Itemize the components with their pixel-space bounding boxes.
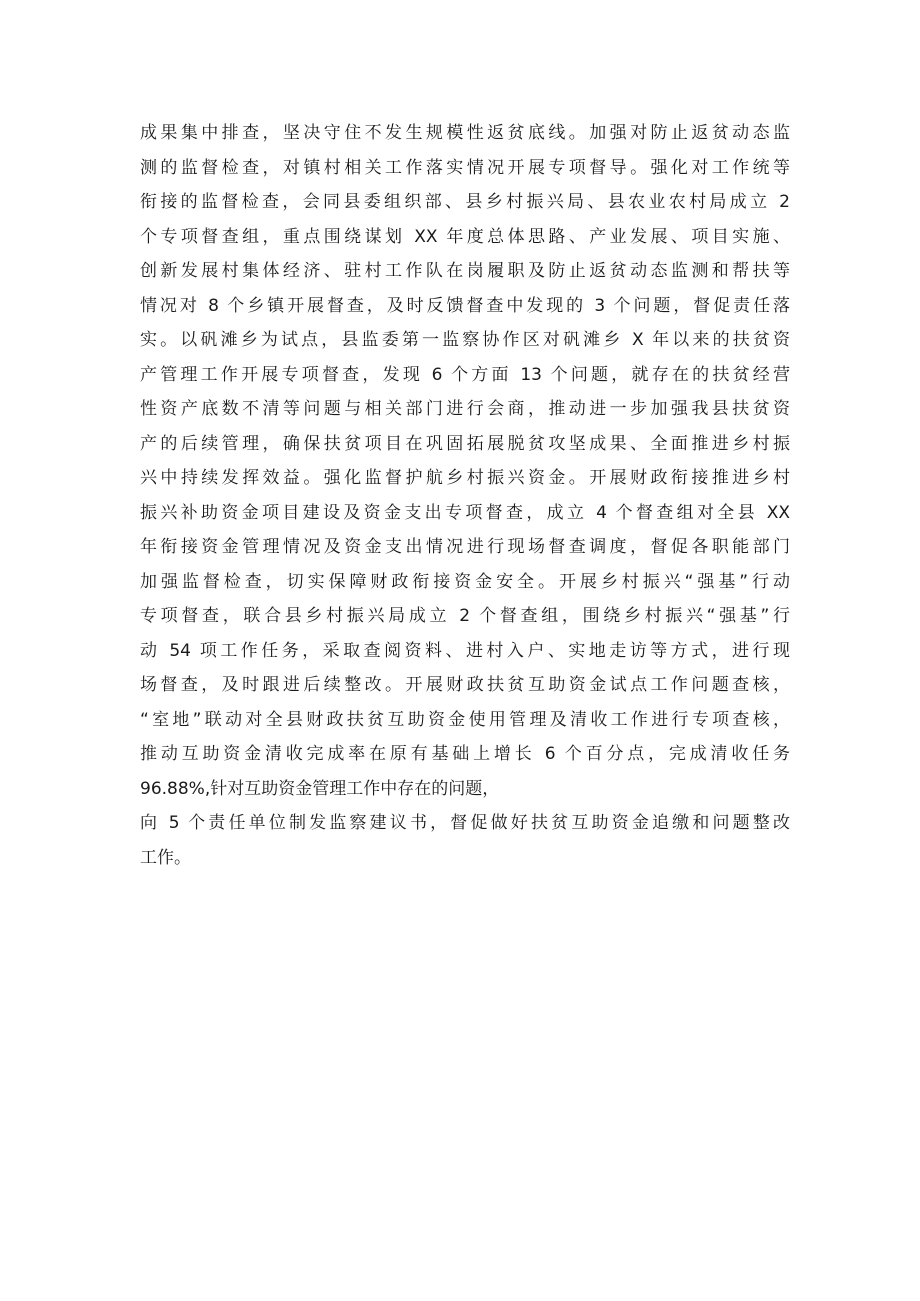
text-line-2: 测的监督检查，对镇村相关工作落实情况开展专项督导。强化对工作统等	[140, 157, 790, 178]
text-line-8: 产管理工作开展专项督查，发现 6 个方面 13 个问题，就存在的扶贫经营	[140, 364, 790, 385]
text-line-5: 创新发展村集体经济、驻村工作队在岗履职及防止返贫动态监测和帮扶等	[140, 261, 790, 281]
text-line-13: 年衔接资金管理情况及资金支出情况进行现场督查调度，督促各职能部门	[140, 537, 790, 557]
text-line-7: 实。以矾滩乡为试点，县监委第一监察协作区对矾滩乡 X 年以来的扶贫资	[140, 330, 790, 350]
text-line-3: 衔接的监督检查，会同县委组织部、县乡村振兴局、县农业农村局成立 2	[140, 192, 790, 212]
text-line-14: 加强监督检查，切实保障财政衔接资金安全。开展乡村振兴“强基”行动	[140, 571, 790, 592]
text-line-6: 情况对 8 个乡镇开展督查，及时反馈督查中发现的 3 个问题，督促责任落	[140, 295, 790, 316]
text-line-12: 振兴补助资金项目建设及资金支出专项督查，成立 4 个督查组对全县 XX	[140, 502, 790, 523]
text-line-21: 向 5 个责任单位制发监察建议书，督促做好扶贫互助资金追缴和问题整改	[140, 813, 790, 833]
text-line-1: 成果集中排查，坚决守住不发生规模性返贫底线。加强对防止返贫动态监	[140, 123, 790, 143]
text-line-18: “室地”联动对全县财政扶贫互助资金使用管理及清收工作进行专项查核，	[140, 709, 790, 730]
text-line-4: 个专项督查组，重点围绕谋划 XX 年度总体思路、产业发展、项目实施、	[140, 226, 790, 247]
text-line-20: 96.88%,针对互助资金管理工作中存在的问题，	[140, 778, 500, 799]
body-text	[140, 116, 790, 875]
text-line-11: 兴中持续发挥效益。强化监督护航乡村振兴资金。开展财政衔接推进乡村	[140, 468, 790, 488]
text-line-16: 动 54 项工作任务，采取查阅资料、进村入户、实地走访等方式，进行现	[140, 640, 790, 661]
text-line-10: 产的后续管理，确保扶贫项目在巩固拓展脱贫攻坚成果、全面推进乡村振	[140, 433, 790, 454]
text-line-22: 工作。	[140, 847, 191, 868]
text-line-19: 推动互助资金清收完成率在原有基础上增长 6 个百分点，完成清收任务	[140, 744, 790, 764]
text-line-9: 性资产底数不清等问题与相关部门进行会商，推动进一步加强我县扶贫资	[140, 399, 790, 419]
text-line-17: 场督查，及时跟进后续整改。开展财政扶贫互助资金试点工作问题查核，	[140, 675, 790, 695]
text-line-15: 专项督查，联合县乡村振兴局成立 2 个督查组，围绕乡村振兴“强基”行	[140, 606, 790, 626]
